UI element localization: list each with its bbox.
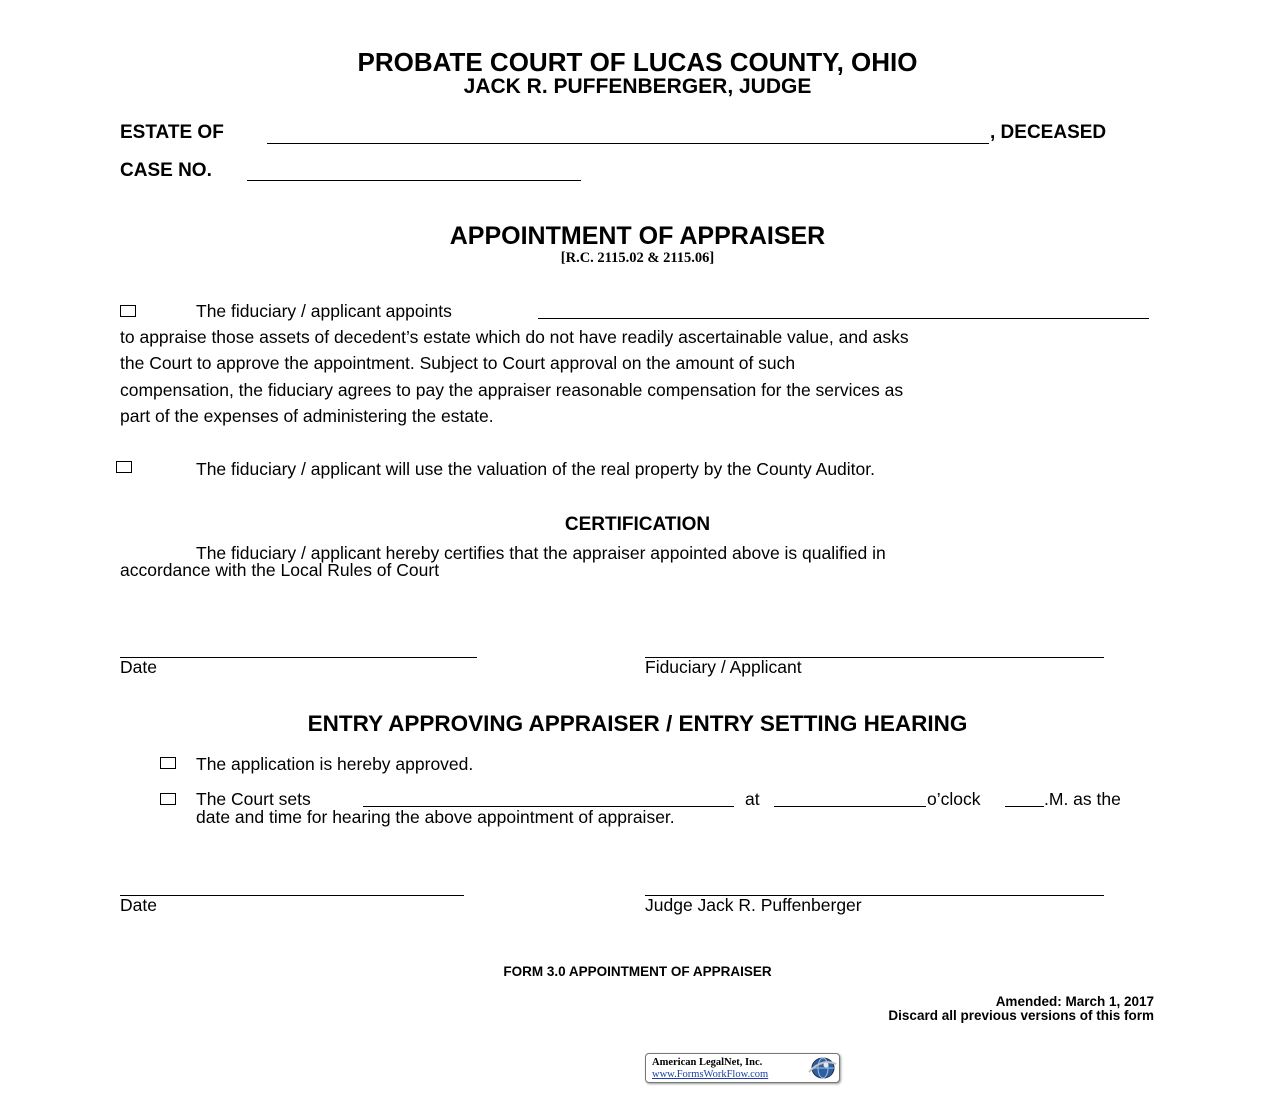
appoint-body-line-3: compensation, the fiduciary agrees to pay the appraiser reasonable compensation for the services as — [120, 380, 904, 400]
estate-label: ESTATE OF — [120, 122, 224, 143]
globe-icon — [806, 1056, 838, 1080]
form-title: APPOINTMENT OF APPRAISER — [449, 222, 826, 250]
judge-signature-label: Judge Jack R. Puffenberger — [645, 895, 862, 915]
judge-name: JACK R. PUFFENBERGER, JUDGE — [463, 75, 812, 98]
certification-heading: CERTIFICATION — [564, 514, 711, 535]
set-hearing-checkbox[interactable] — [160, 793, 176, 805]
appoint-body-line-4: part of the expenses of administering the estate. — [120, 406, 494, 426]
deceased-label: , DECEASED — [990, 122, 1107, 143]
hearing-sets-text: The Court sets — [196, 789, 311, 809]
judge-date-line[interactable] — [120, 895, 464, 896]
hearing-m-text: .M. as the — [1044, 789, 1121, 809]
fiduciary-date-label: Date — [120, 657, 157, 677]
appoint-body-line-2: the Court to approve the appointment. Subject to Court approval on the amount of such — [120, 353, 796, 373]
case-label: CASE NO. — [120, 160, 212, 181]
hearing-am-pm-field[interactable] — [1005, 806, 1044, 807]
certification-line-1: The fiduciary / applicant hereby certifies that the appraiser appointed above is qualified in — [196, 543, 886, 563]
hearing-time-field[interactable] — [774, 806, 926, 807]
logo-url-link[interactable]: www.FormsWorkFlow.com — [652, 1069, 769, 1080]
estate-name-field[interactable] — [267, 143, 989, 144]
approved-checkbox[interactable] — [160, 757, 176, 769]
judge-date-label: Date — [120, 895, 157, 915]
certification-line-2: accordance with the Local Rules of Court — [120, 560, 440, 580]
hearing-oclock-text: o’clock — [927, 789, 981, 809]
auditor-valuation-text: The fiduciary / applicant will use the valuation of the real property by the County Auditor. — [196, 459, 875, 479]
appoint-lead-text: The fiduciary / applicant appoints — [196, 301, 452, 321]
entry-heading: ENTRY APPROVING APPRAISER / ENTRY SETTING HEARING — [307, 711, 968, 736]
case-number-field[interactable] — [247, 180, 581, 181]
auditor-valuation-checkbox[interactable] — [116, 461, 132, 473]
fiduciary-date-line[interactable] — [120, 657, 477, 658]
statute-reference: [R.C. 2115.02 & 2115.06] — [560, 250, 715, 266]
american-legalnet-logo — [645, 1053, 840, 1083]
appoint-body-line-1: to appraise those assets of decedent’s estate which do not have readily ascertainable value, and asks — [120, 327, 909, 347]
appraiser-name-field[interactable] — [538, 318, 1149, 319]
approved-text: The application is hereby approved. — [196, 754, 474, 774]
discard-notice: Discard all previous versions of this form — [888, 1008, 1154, 1023]
hearing-at-text: at — [745, 789, 760, 809]
fiduciary-signature-label: Fiduciary / Applicant — [645, 657, 802, 677]
hearing-line-2: date and time for hearing the above appointment of appraiser. — [196, 807, 675, 827]
appoint-appraiser-checkbox[interactable] — [120, 305, 136, 317]
form-name-footer: FORM 3.0 APPOINTMENT OF APPRAISER — [503, 964, 772, 979]
amended-date: Amended: March 1, 2017 — [995, 994, 1154, 1009]
logo-company-name: American LegalNet, Inc. — [652, 1057, 763, 1068]
court-name: PROBATE COURT OF LUCAS COUNTY, OHIO — [357, 47, 918, 77]
